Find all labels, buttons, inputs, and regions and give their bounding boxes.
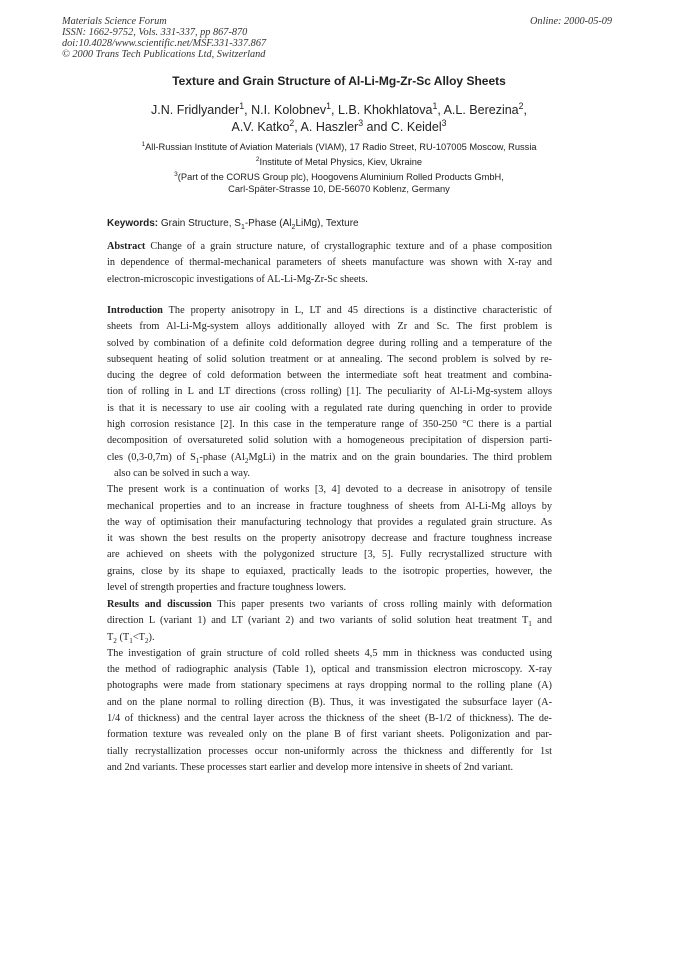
results-section: Results and discussion This paper presents two variants of cross rolling mainly with deformation direction L (variant 1) and LT (variant 2) and two variants of solid solution heat treatment $T_1$ and $T_2$ $(T_1<T_2)$. The investigation of grain structure of cold rolled sheets 4,5 mm in thickness was conducted using the method of radiographic analysis (Table 1), optical and transmission electron microscopy. X-ray photographs were made from stationary specimens at rays dropping normal to the rolling plane (A) and on the plane normal to rolling direction (B). Thus, it was investigated the subsurface layer (A- 1/4 of thickness) and the central layer across the thickness of the sheet (B-1/2 of thickness). The de- formation texture was revealed only on the plane B of first variant sheets. Poligonization and par- tially recrystallization processes occur non-uniformly across the thickness and differently for 1st and 2nd variants. These processes start earlier and develop more intensive in sheets of 2nd variant. bbox=[107, 599, 552, 773]
journal-header bbox=[62, 16, 266, 60]
author-name: J.N. Fridlyander bbox=[151, 103, 240, 117]
abstract-section: Abstract Change of a grain structure nature, of crystallographic texture and of a phase composition in dependence of thermal-mechanical parameters of sheets manufacture was shown with X-ray and electron-microscopic investigations of AL-Li-Mg-Zr-Sc sheets. bbox=[107, 241, 552, 285]
journal-name: Materials Science Forum bbox=[62, 16, 167, 27]
abstract-label: Abstract bbox=[107, 241, 146, 252]
author-affil-sup: 3 bbox=[358, 117, 364, 128]
author-affil-sup: 1 bbox=[239, 100, 245, 111]
affiliations bbox=[0, 141, 678, 195]
results-label: Results and discussion bbox=[107, 599, 212, 610]
introduction-section: Introduction The property anisotropy in L, LT and 45 directions is a distinctive characteristic of sheets from Al-Li-Mg-system alloys additionally alloyed with Zr and Sc. The first problem is solved by combination of a definite cold deformation degree during rolling and a temperature of the subsequent heating of solid solution treatment or at annealing. The second problem is solved by re- ducing the degree of cold deformation between the intermediate soft heat treatment and combina- tion of rolling in L and LT directions (cross rolling) [1]. The peculiarity of Al-Li-Mg-system alloys is that it is necessary to use air cooling with a regulated rate during quenching in order to provide high corrosion resistance [2]. In this case in the temperature range of 350-250 °C there is a partial decomposition of oversatureted solid solution with a homogeneous precipitation of dispersion parti- cles (0,3-0,7m) of $S_1$-phase $(Al_2MgLi)$ in the matrix and on the grain boundaries. The third problem also can be solved in such a way. The present work is a continuation of works [3, 4] devoted to a decrease in anisotropy of tensile mechanical properties and to an increase in fracture toughness of sheets from Al-Li-Mg alloys by the way of optimisation their manufacturing technology that provides a regulated grain structure. As it was shown the best results on the property anisotropy decrease and fracture toughness increase are achieved on sheets with the polygonized structure [3, 5]. Fully recrystallized structure with grains, close by its shape to equiaxed, practically leads to the isotropic properties, however, the level of strength properties and fracture toughness lowers. bbox=[107, 305, 552, 594]
introduction-label: Introduction bbox=[107, 305, 163, 316]
author-name: L.B. Khokhlatova bbox=[337, 103, 433, 117]
author-name: C. Keidel bbox=[390, 120, 442, 134]
keywords-label: Keywords: bbox=[107, 218, 159, 229]
issn-line: ISSN: 1662-9752, Vols. 331-337, pp 867-870 bbox=[62, 27, 248, 38]
doi-line: doi:10.4028/www.scientific.net/MSF.331-337.867 bbox=[62, 38, 267, 49]
author-list bbox=[0, 102, 678, 136]
keywords: Keywords: Grain Structure, $S_1$-Phase $(Al_2LiMg)$, Texture bbox=[107, 218, 359, 231]
author-name: A.L. Berezina bbox=[443, 103, 519, 117]
affiliation-2: $^2$Institute of Metal Physics, Kiev, Ukraine bbox=[255, 155, 423, 167]
author-name: A. Haszler bbox=[300, 120, 359, 134]
affiliation-3: $^3$(Part of the CORUS Group plc), Hoogovens Aluminium Rolled Products GmbH, bbox=[174, 170, 504, 182]
paper-title: Texture and Grain Structure of Al-Li-Mg-Zr-Sc Alloy Sheets bbox=[172, 74, 506, 88]
copyright-line: © 2000 Trans Tech Publications Ltd, Switzerland bbox=[62, 49, 266, 60]
author-affil-sup: 1 bbox=[432, 100, 438, 111]
author-line-2: A.V. Katko$^2$, A. Haszler$^3$ and C. Keidel$^3$ bbox=[231, 117, 447, 134]
author-line-1: J.N. Fridlyander$^1$, N.I. Kolobnev$^1$, L.B. Khokhlatova$^1$, A.L. Berezina$^2$, bbox=[151, 100, 527, 117]
author-name: N.I. Kolobnev bbox=[251, 103, 327, 117]
author-affil-sup: 2 bbox=[289, 117, 295, 128]
affiliation-1: $^1$All-Russian Institute of Aviation Materials (VIAM), 17 Radio Street, RU-107005 Moscow, Russia bbox=[141, 140, 537, 152]
author-affil-sup: 3 bbox=[441, 117, 447, 128]
affiliation-3-address: Carl-Später-Strasse 10, DE-56070 Koblenz, Germany bbox=[228, 184, 450, 194]
online-date: Online: 2000-05-09 bbox=[530, 16, 613, 27]
author-affil-sup: 2 bbox=[518, 100, 524, 111]
author-affil-sup: 1 bbox=[326, 100, 331, 111]
author-name: A.V. Katko bbox=[231, 120, 290, 134]
